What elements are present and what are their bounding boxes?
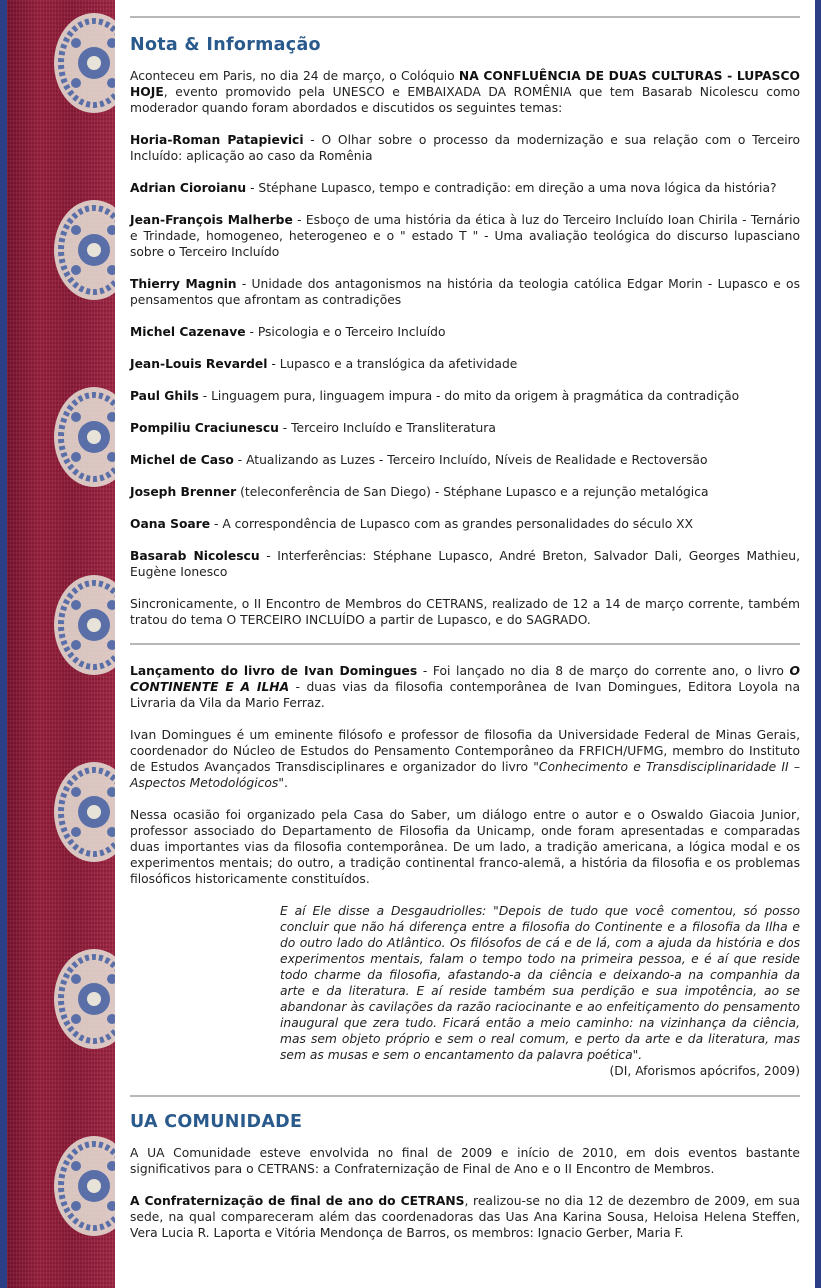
speaker-name: Paul Ghils	[130, 389, 199, 403]
medallion-ornament-icon	[51, 570, 115, 680]
medallion-ornament-icon	[51, 757, 115, 867]
medallion-ornament-icon	[51, 8, 115, 118]
speaker-entry	[130, 324, 800, 340]
speaker-entry	[130, 276, 800, 308]
speaker-topic: - Interferências: Stéphane Lupasco, André Breton, Salvador Dali, Georges Mathieu, Eugène Ionesco	[130, 549, 800, 579]
colloquium-name: NA CONFLUÊNCIA DE DUAS CULTURAS - LUPASCO HOJE	[130, 69, 800, 99]
divider	[130, 1095, 800, 1097]
speaker-name: Joseph Brenner	[130, 485, 237, 499]
speaker-topic: - O Olhar sobre o processo da modernização e sua relação com o Terceiro Incluído: aplicação ao caso da Romênia	[130, 133, 800, 163]
speaker-topic: - Esboço de uma história da ética à luz do Terceiro Incluído Ioan Chirila - Ternário e Trindade, homogeneo, heterogeneo e o " estado T " - Uma avaliação teológica do discurso lupasciano sobre o Terceiro Incluído	[130, 213, 801, 259]
book-launch-heading: Lançamento do livro de Ivan Domingues	[130, 664, 418, 678]
main-content	[130, 0, 800, 1241]
speaker-list	[130, 132, 800, 580]
intro-text-pre: Aconteceu em Paris, no dia 24 de março, o Colóquio	[130, 69, 459, 83]
intro-text-post: , evento promovido pela UNESCO e EMBAIXADA DA ROMÊNIA que tem Basarab Nicolescu como moderador quando foram abordados e discutidos os seguintes temas:	[130, 85, 800, 115]
medallion-ornament-icon	[51, 382, 115, 492]
medallion-ornament-icon	[51, 1131, 115, 1241]
speaker-entry	[130, 516, 800, 532]
divider	[130, 643, 800, 645]
speaker-topic: - A correspondência de Lupasco com as grandes personalidades do século XX	[210, 517, 694, 531]
speaker-name: Jean-Louis Revardel	[130, 357, 268, 371]
author-bio-end: ".	[278, 776, 288, 790]
confraternizacao-paragraph	[130, 1193, 800, 1241]
quote-citation: (DI, Aforismos apócrifos, 2009)	[609, 1064, 800, 1078]
speaker-topic: - Linguagem pura, linguagem impura - do mito da origem à pragmática da contradição	[198, 389, 740, 403]
author-bio-paragraph	[130, 727, 800, 791]
speaker-topic: - Lupasco e a translógica da afetividade	[267, 357, 518, 371]
divider	[130, 16, 800, 18]
quote-block: E aí Ele disse a Desgaudriolles: "Depois de tudo que você comentou, só posso concluir que não há diferença entre a filosofia do Continente e a filosofia da Ilha e do outro lado do Atlântico. Os filósofos de cá e de lá, com a ajuda da história e dos experimentos mentais, falam o tempo todo na primeira pessoa, e é aí que reside todo charme da filosofia, afastando-a da ciência e deixando-a na companhia da arte e da literatura. E aí reside também sua perdição e sua impotência, ao se abandonar às cavilações da razão raciocinante e ao enfeitiçamento do pensamento inaugural que zera tudo. Ficará então a meio caminho: na vizinhança da ciência, mas sem objeto próprio e sem o real comum, e perto da arte e da literatura, mas sem as musas e sem o encantamento da palavra poética".	[280, 904, 800, 1062]
speaker-name: Basarab Nicolescu	[130, 549, 260, 563]
closing-paragraph: Sincronicamente, o II Encontro de Membros do CETRANS, realizado de 12 a 14 de março corrente, também tratou do tema O TERCEIRO INCLUÍDO a partir de Lupasco, e do SAGRADO.	[130, 597, 800, 627]
speaker-topic: - Psicologia e o Terceiro Incluído	[245, 325, 446, 339]
section-title-nota: Nota & Informação	[130, 35, 321, 55]
book-title: O CONTINENTE E A ILHA	[130, 664, 800, 694]
speaker-topic: (teleconferência de San Diego) - Stéphane Lupasco e a rejunção metalógica	[236, 485, 709, 499]
bio-book-title: Conhecimento e Transdisciplinaridade II – Aspectos Metodológicos	[130, 760, 800, 790]
author-bio-text: Ivan Domingues é um eminente filósofo e professor de filosofia da Universidade Federal de Minas Gerais, coordenador do Núcleo de Estudos do Pensamento Contemporâneo da FRFICH/UFMG, membro do Instituto de Estudos Avançados Transdisciplinares e organizador do livro "	[130, 728, 800, 774]
speaker-name: Thierry Magnin	[130, 277, 237, 291]
speaker-name: Michel Cazenave	[130, 325, 246, 339]
medallion-ornament-icon	[51, 195, 115, 305]
confraternizacao-text: , realizou-se no dia 12 de dezembro de 2009, em sua sede, na qual compareceram além das coordenadoras das Uas Ana Karina Sousa, Heloisa Helena Steffen, Vera Lucia R. Laporta e Vitória Mendonça de Barros, os membros: Ignacio Gerber, Maria F.	[130, 1194, 800, 1240]
speaker-name: Jean-François Malherbe	[130, 213, 293, 227]
book-launch-paragraph	[130, 663, 800, 711]
speaker-entry	[130, 180, 800, 196]
speaker-entry	[130, 356, 800, 372]
decorative-fabric-strip	[7, 0, 115, 1288]
speaker-entry	[130, 388, 800, 404]
speaker-name: Horia-Roman Patapievici	[130, 133, 304, 147]
dialogue-paragraph: Nessa ocasião foi organizado pela Casa do Saber, um diálogo entre o autor e o Oswaldo Giacoia Junior, professor associado do Departamento de Filosofia da Unicamp, onde foram apresentadas e comparadas duas importantes vias da filosofia contemporânea. De um lado, a tradição americana, a lógica modal e os experimentos mentais; do outro, a tradição continental franco-alemã, a história da filosofia e os problemas filosóficos historicamente constituídos.	[130, 808, 800, 886]
speaker-topic: - Terceiro Incluído e Transliteratura	[278, 421, 496, 435]
speaker-topic: - Stéphane Lupasco, tempo e contradição: em direção a uma nova lógica da história?	[246, 181, 777, 195]
speaker-entry	[130, 212, 800, 260]
speaker-entry	[130, 132, 800, 164]
speaker-name: Michel de Caso	[130, 453, 234, 467]
book-launch-text: - Foi lançado no dia 8 de março do corrente ano, o livro	[417, 664, 790, 678]
speaker-topic: - Atualizando as Luzes - Terceiro Incluído, Níveis de Realidade e Rectoversão	[233, 453, 708, 467]
left-frame-border	[0, 0, 7, 1288]
speaker-entry	[130, 420, 800, 436]
speaker-topic: - Unidade dos antagonismos na história da teologia católica Edgar Morin - Lupasco e os pensamentos que afrontam as contradições	[130, 277, 800, 307]
speaker-name: Adrian Cioroianu	[130, 181, 247, 195]
speaker-entry	[130, 548, 800, 580]
right-frame-border	[815, 0, 821, 1288]
section-title-comunidade: UA COMUNIDADE	[130, 1112, 303, 1132]
confraternizacao-heading: A Confraternização de final de ano do CETRANS	[130, 1194, 465, 1208]
book-launch-text-post: - duas vias da filosofia contemporânea de Ivan Domingues, Editora Loyola na Livraria da Vila da Mario Ferraz.	[130, 680, 801, 710]
speaker-name: Oana Soare	[130, 517, 211, 531]
intro-paragraph	[130, 68, 800, 116]
speaker-entry	[130, 484, 800, 500]
speaker-name: Pompiliu Craciunescu	[130, 421, 279, 435]
comunidade-intro: A UA Comunidade esteve envolvida no final de 2009 e início de 2010, em dois eventos bastante significativos para o CETRANS: a Confraternização de Final de Ano e o II Encontro de Membros.	[130, 1146, 800, 1176]
speaker-entry	[130, 452, 800, 468]
medallion-ornament-icon	[51, 944, 115, 1054]
